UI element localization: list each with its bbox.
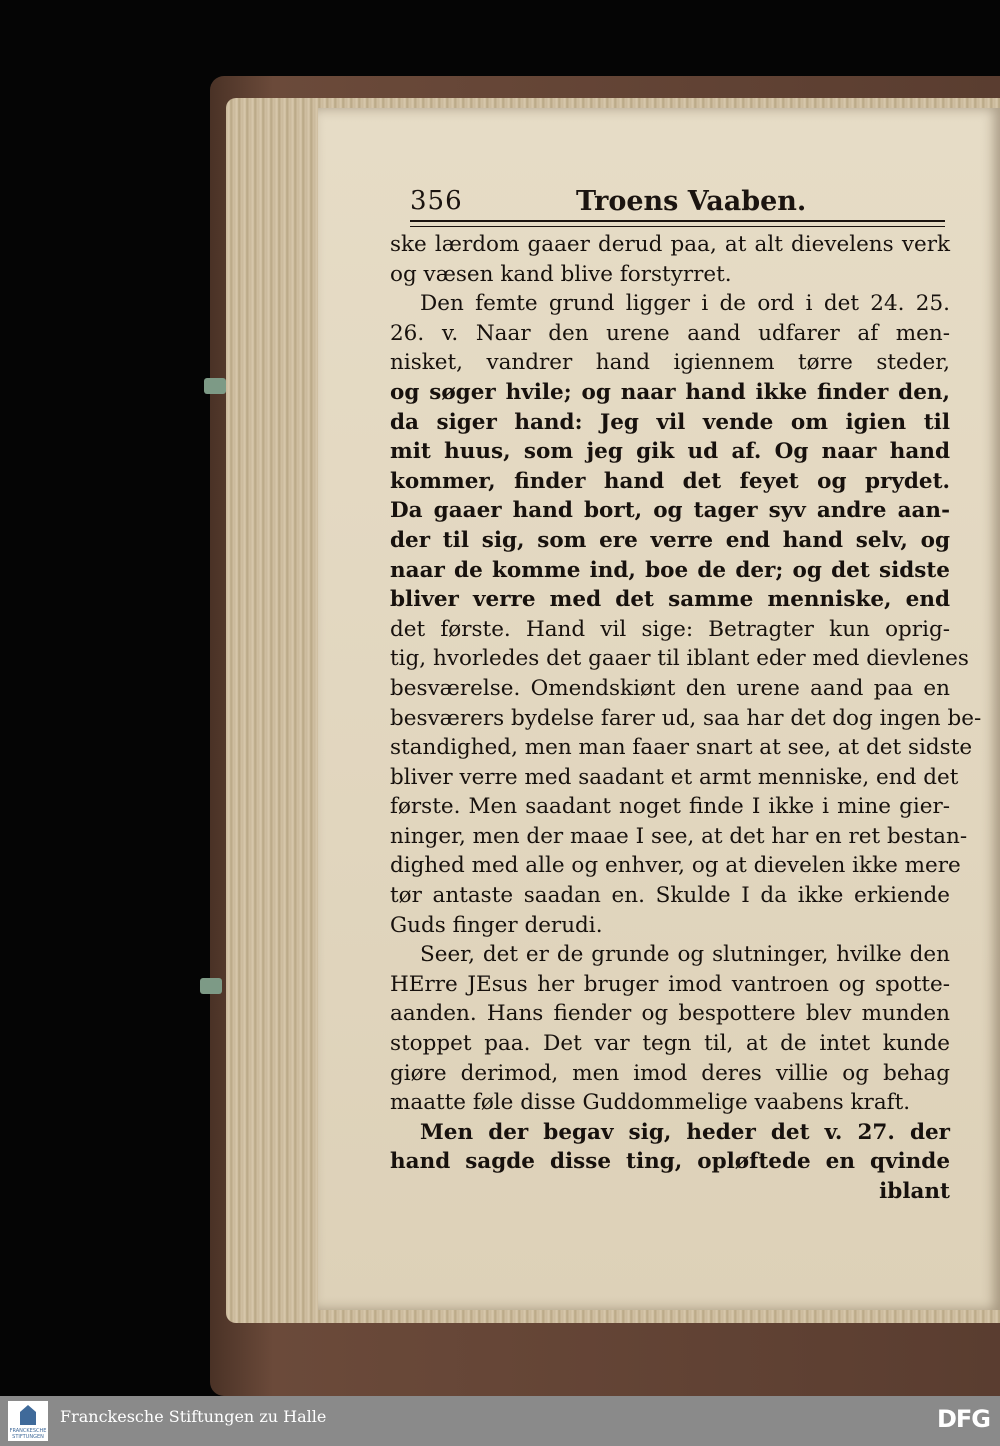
page-body bbox=[390, 230, 982, 1207]
text-line: besværelse. Omendskiønt den urene aand paa en bbox=[390, 675, 950, 701]
viewer-footer bbox=[0, 1396, 1000, 1446]
text-line: og væsen kand blive forstyrret. bbox=[390, 261, 732, 287]
text-line: aanden. Hans fiender og bespottere blev munden bbox=[390, 1001, 950, 1027]
page-number: 356 bbox=[410, 186, 463, 216]
text-line: ninger, men der maae I see, at det har en ret bestan- bbox=[390, 823, 968, 849]
catchword: iblant bbox=[879, 1179, 950, 1204]
text-line: standighed, men man faaer snart at see, at det sidste bbox=[390, 735, 973, 761]
institution-logo[interactable] bbox=[8, 1401, 48, 1441]
text-line: tig, hvorledes det gaaer til iblant eder med dievlenes bbox=[390, 646, 969, 672]
text-line: tør antaste saadan en. Skulde I da ikke erkiende bbox=[390, 883, 950, 909]
building-icon bbox=[20, 1405, 36, 1425]
text-line: der til sig, som ere verre end hand selv, og bbox=[390, 527, 950, 553]
text-line: første. Men saadant noget finde I ikke i mine gier- bbox=[390, 794, 950, 820]
text-line: bliver verre med saadant et armt menniske, end det bbox=[390, 764, 959, 790]
text-line: Da gaaer hand bort, og tager syv andre aan- bbox=[390, 498, 950, 524]
text-line: da siger hand: Jeg vil vende om igien til bbox=[390, 409, 950, 435]
text-line: Men der begav sig, heder det v. 27. der bbox=[420, 1119, 950, 1145]
running-title: Troens Vaaben. bbox=[576, 186, 807, 217]
text-line: det første. Hand vil sige: Betragter kun oprig- bbox=[390, 616, 950, 642]
bookmark-tab bbox=[204, 378, 226, 394]
text-line: maatte føle disse Guddommelige vaabens kraft. bbox=[390, 1090, 911, 1116]
text-line: ske lærdom gaaer derud paa, at alt dievelens verk bbox=[390, 232, 950, 257]
text-line: giøre derimod, men imod deres villie og behag bbox=[390, 1060, 950, 1086]
dfg-logo[interactable]: DFG bbox=[936, 1405, 990, 1433]
text-line: besværers bydelse farer ud, saa har det dog ingen be- bbox=[390, 705, 982, 731]
text-line: og søger hvile; og naar hand ikke finder den, bbox=[390, 379, 950, 405]
page-header bbox=[410, 180, 945, 228]
text-line: kommer, finder hand det feyet og prydet. bbox=[390, 468, 950, 494]
header-rule bbox=[410, 220, 945, 227]
text-line: Seer, det er de grunde og slutninger, hvilke den bbox=[420, 942, 950, 968]
text-line: HErre JEsus her bruger imod vantroen og spotte- bbox=[390, 971, 950, 997]
text-line: 26. v. Naar den urene aand udfarer af men- bbox=[390, 320, 950, 346]
bookmark-tab bbox=[200, 978, 222, 994]
text-line: Guds finger derudi. bbox=[390, 912, 603, 938]
text-line: Den femte grund ligger i de ord i det 24. 25. bbox=[420, 291, 950, 317]
text-line: mit huus, som jeg gik ud af. Og naar hand bbox=[390, 439, 950, 465]
text-line: naar de komme ind, boe de der; og det sidste bbox=[390, 557, 950, 583]
text-line: nisket, vandrer hand igiennem tørre steder, bbox=[390, 350, 950, 376]
text-line: hand sagde disse ting, opløftede en qvinde bbox=[390, 1149, 950, 1175]
text-line: bliver verre med det samme menniske, end bbox=[390, 587, 950, 613]
text-line: dighed med alle og enhver, og at dievelen ikke mere bbox=[390, 853, 961, 879]
institution-name: Franckesche Stiftungen zu Halle bbox=[60, 1407, 327, 1426]
text-line: stoppet paa. Det var tegn til, at de intet kunde bbox=[390, 1031, 950, 1057]
logo-text: FRANCKESCHE STIFTUNGEN bbox=[9, 1428, 47, 1440]
